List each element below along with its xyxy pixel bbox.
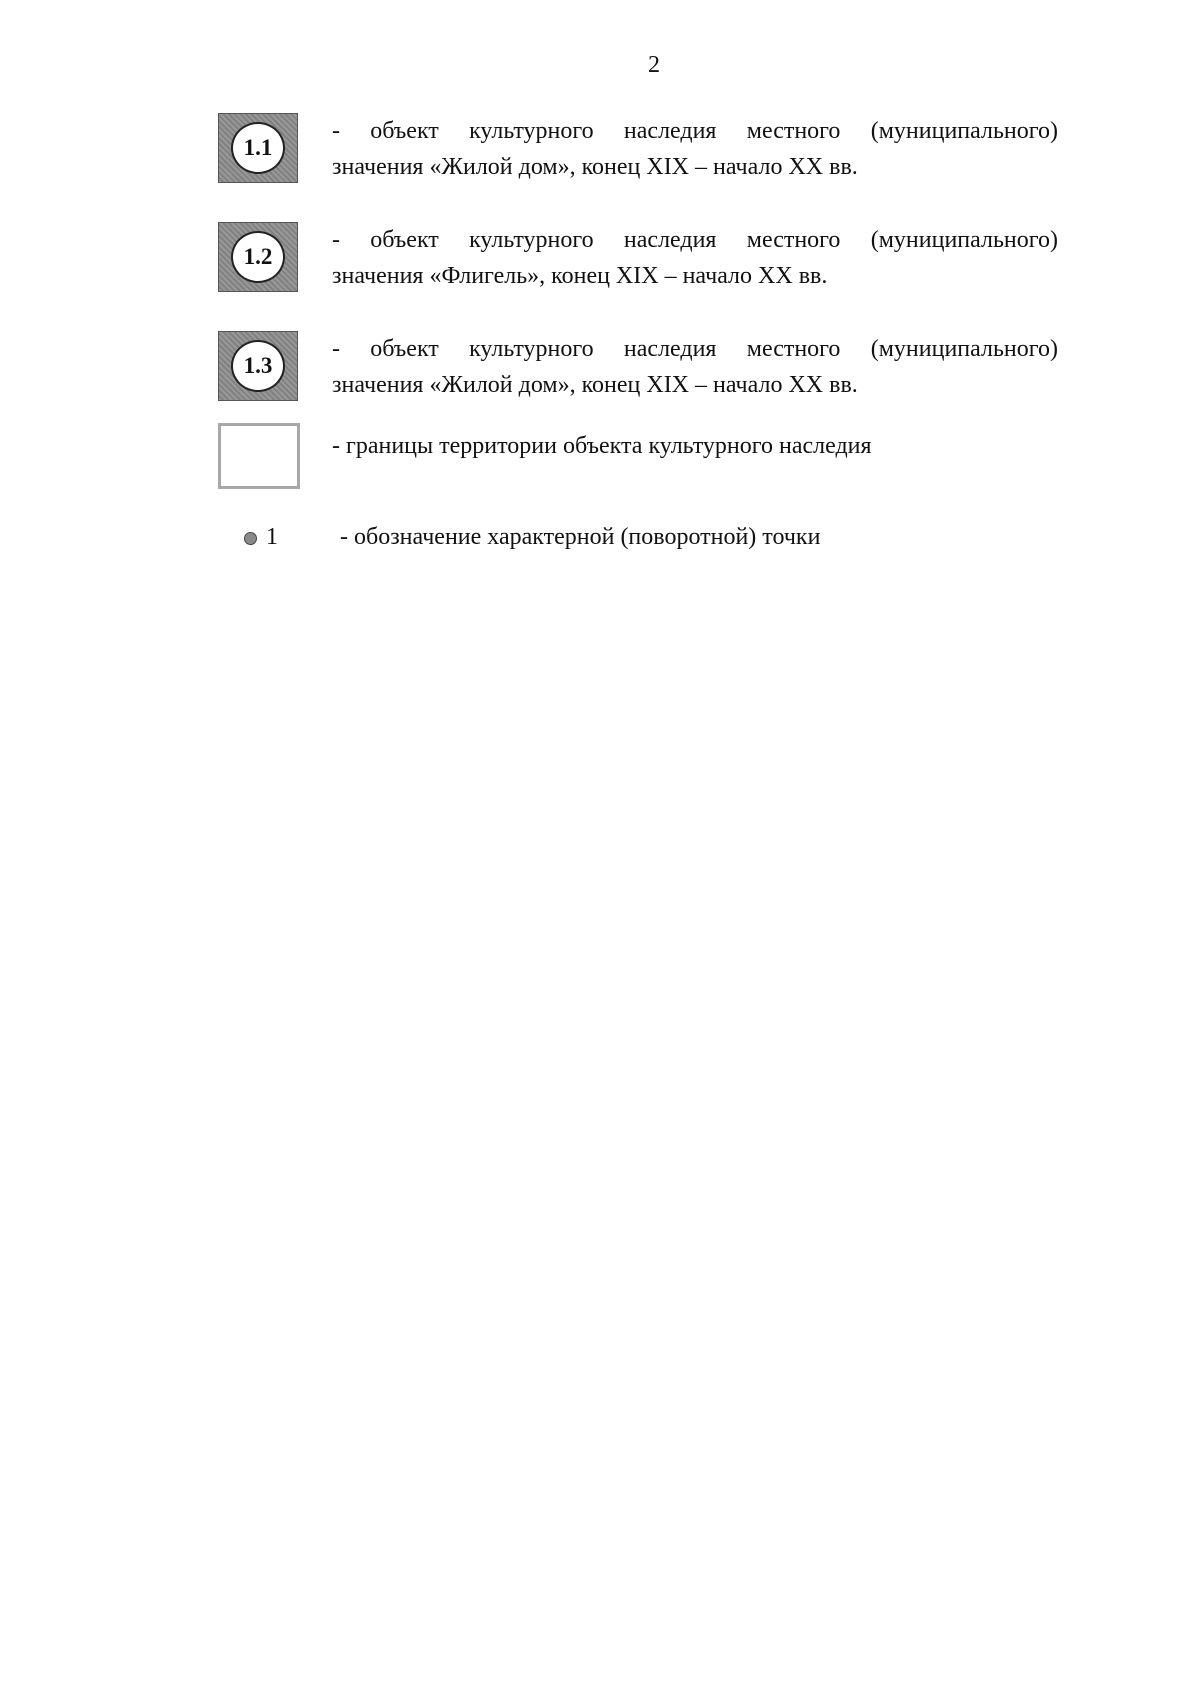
heritage-object-symbol (218, 222, 298, 292)
legend-line-1: - объект культурного наследия местного (муниципального) (332, 118, 1058, 144)
legend-line-2: значения «Флигель», конец XIX – начало XX вв. (332, 263, 828, 289)
legend-description (332, 113, 1058, 185)
symbol-label: 1.3 (231, 340, 285, 392)
legend-line-2: значения «Жилой дом», конец XIX – начало XX вв. (332, 372, 858, 398)
heritage-object-symbol (218, 113, 298, 183)
symbol-label: 1.2 (231, 231, 285, 283)
heritage-object-symbol (218, 331, 298, 401)
legend-description: - обозначение характерной (поворотной) точки (340, 524, 821, 550)
turning-point-icon (244, 532, 257, 545)
territory-boundary-symbol (218, 423, 300, 489)
symbol-label: 1.1 (231, 122, 285, 174)
legend-description (332, 331, 1058, 403)
legend-description: - границы территории объекта культурного наследия (332, 433, 872, 459)
legend-line-1: - объект культурного наследия местного (муниципального) (332, 336, 1058, 362)
legend-line-2: значения «Жилой дом», конец XIX – начало XX вв. (332, 154, 858, 180)
page-number: 2 (648, 52, 660, 78)
legend-description (332, 222, 1058, 294)
point-number: 1 (266, 524, 278, 550)
legend-line-1: - объект культурного наследия местного (муниципального) (332, 227, 1058, 253)
